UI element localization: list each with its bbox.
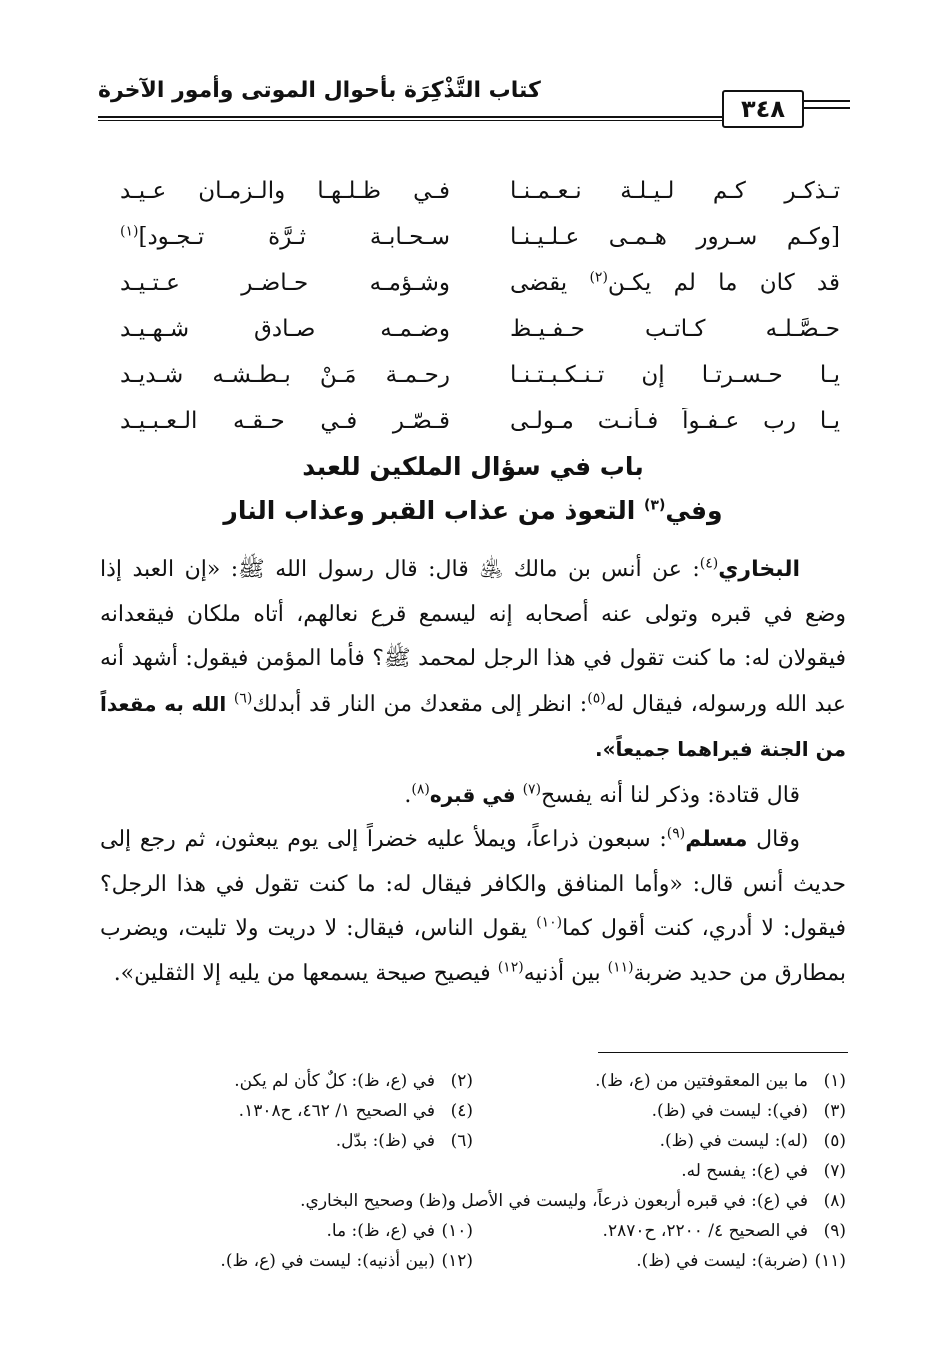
footnote-ref: (٤) xyxy=(699,555,719,572)
body-text xyxy=(100,548,846,996)
footnote-separator xyxy=(598,1052,848,1053)
verse-first-hemistich: قد كان ما لم يكـن$^{(٢)}$ يقضى xyxy=(510,270,840,296)
poem-verse xyxy=(120,260,840,306)
footnotes xyxy=(100,1066,846,1276)
poem-verse xyxy=(120,306,840,352)
source-name: مسلم xyxy=(685,827,748,852)
footnote: (٧)في (ع): يفسح له. xyxy=(681,1161,846,1181)
verse-second-hemistich: وضـمـه صـادق شـهـيـد xyxy=(120,316,450,342)
footnote-row xyxy=(100,1066,846,1096)
footnote-row xyxy=(100,1216,846,1246)
running-title: كتاب التَّذْكِرَة بأحوال الموتى وأمور الآخرة xyxy=(98,78,541,103)
footnote-ref: (٣) xyxy=(644,497,666,514)
paragraph-muslim: وقال مسلم$^{(٩)}$: سبعون ذراعاً، ويملأ عليه خضراً إلى يوم يبعثون، ثم رجع إلى حديث أنس قال: «وأما المنافق والكافر فيقال له: ما كنت تقول في هذا الرجل؟ فيقول: لا أدري، كنت أقول كما$^{(١٠)}$ يقول الناس، فيقال: لا دريت ولا تليت، ويضرب بمطارق من حديد ضربة$^{(١١)}$ بين أذنيه$^{(١٢)}$ فيصيح صيحة يسمعها من يليه إلا الثقلين». xyxy=(100,825,846,986)
footnote: (٢)في (ع، ظ): كلٌ كأن لم يكن. xyxy=(234,1071,473,1091)
footnote: (٦)في (ظ): بدّل. xyxy=(335,1131,473,1151)
footnote-ref: (١١) xyxy=(607,959,634,976)
verse-first-hemistich: [وكـم سـرور هـمـى عـلـيـنـا xyxy=(510,224,840,250)
poem-verse xyxy=(120,168,840,214)
chapter-title: باب في سؤال الملكين للعبد xyxy=(302,452,644,481)
header-ornament-lines xyxy=(804,100,850,114)
footnote-ref: (٥) xyxy=(587,690,606,707)
poem-verse xyxy=(120,214,840,260)
page-number: ٣٤٨ xyxy=(722,90,804,128)
poem xyxy=(120,168,840,444)
footnote-ref: (١٢) xyxy=(497,959,524,976)
footnote-ref: (٩) xyxy=(666,825,686,842)
paragraph-qatada: قال قتادة: وذكر لنا أنه يفسح$^{(٧)}$ في قبره$^{(٨)}$. xyxy=(404,781,800,808)
verse-first-hemistich: حـصَّـلـه كـاتـب حـفـيـظ xyxy=(510,316,840,342)
footnote-row xyxy=(100,1246,846,1276)
footnote-ref: (٦) xyxy=(233,690,253,707)
verse-first-hemistich: تـذكـر كـم لـيـلـة نـعـمـنـا xyxy=(510,178,840,204)
footnote: (١)ما بين المعقوفتين من (ع، ظ). xyxy=(595,1071,846,1091)
footnote-row xyxy=(100,1186,846,1216)
footnote: (٣)(في): ليست في (ظ). xyxy=(651,1101,846,1121)
verse-second-hemistich: وشـؤمـه حـاضـر عـتـيـد xyxy=(120,270,450,296)
footnote-row xyxy=(100,1096,846,1126)
footnote: (١٠)في (ع، ظ): ما. xyxy=(326,1221,473,1241)
footnote: (١٢)(بين أذنيه): ليست في (ع، ظ). xyxy=(220,1251,473,1271)
footnote-row xyxy=(100,1126,846,1156)
footnote-ref: (١٠) xyxy=(536,914,563,931)
poem-verse xyxy=(120,352,840,398)
verse-second-hemistich: رحـمـة مَـنْ بـطـشـه شـديـد xyxy=(120,362,450,388)
paragraph-bukhari: البخاري$^{(٤)}$: عن أنس بن مالك ﵁ قال: قال رسول الله ﷺ: «إن العبد إذا وضع في قبره وتولى عنه أصحابه إنه ليسمع قرع نعالهم، أتاه ملكان فيقعدانه فيقولان له: ما كنت تقول في هذا الرجل لمحمد ﷺ؟ فأما المؤمن فيقول: أشهد أنه عبد الله ورسوله، فيقال له$^{(٥)}$: انظر إلى مقعدك من النار قد أبدلك$^{(٦)}$ الله به مقعداً من الجنة فيراهما جميعاً». xyxy=(100,555,846,761)
footnote-ref: (٨) xyxy=(411,781,430,798)
verse-second-hemistich: قـصّـر فـي حـقـه الـعـبـيـد xyxy=(120,408,450,434)
poem-verse xyxy=(120,398,840,444)
footnote: (٨)في (ع): في قبره أربعون ذرعاً، وليست في الأصل و(ظ) وصحيح البخاري. xyxy=(300,1191,846,1211)
verse-first-hemistich: يـا حـسـرتـا إن تـنـكـبـتـنـا xyxy=(510,362,840,388)
footnote-ref: (٧) xyxy=(522,781,542,798)
page-header xyxy=(98,74,850,130)
chapter-subtitle: وفي$^{(٣)}$ التعوذ من عذاب القبر وعذاب النار xyxy=(223,496,723,525)
footnote: (٥)(له): ليست في (ظ). xyxy=(659,1131,846,1151)
footnote: (٤)في الصحيح ١/ ٤٦٢، ح١٣٠٨. xyxy=(238,1101,473,1121)
source-name: البخاري xyxy=(718,557,800,582)
header-rule xyxy=(98,116,744,121)
verse-second-hemistich: فـي ظـلـهـا والـزمـان عـيـد xyxy=(120,178,450,204)
footnote-row xyxy=(100,1156,846,1186)
footnote: (١١)(ضربة): ليست في (ظ). xyxy=(636,1251,846,1271)
verse-first-hemistich: يـا رب عـفـواً فـأنـت مـولـى xyxy=(510,408,840,434)
footnote-ref: (٢) xyxy=(589,270,608,286)
verse-second-hemistich: سـحـابـة ثـرَّة تـجـود]$^{(١)}$ xyxy=(120,224,450,250)
footnote: (٩)في الصحيح ٤/ ٢٢٠٠، ح٢٨٧٠. xyxy=(602,1221,846,1241)
footnote-ref: (١) xyxy=(120,224,139,240)
